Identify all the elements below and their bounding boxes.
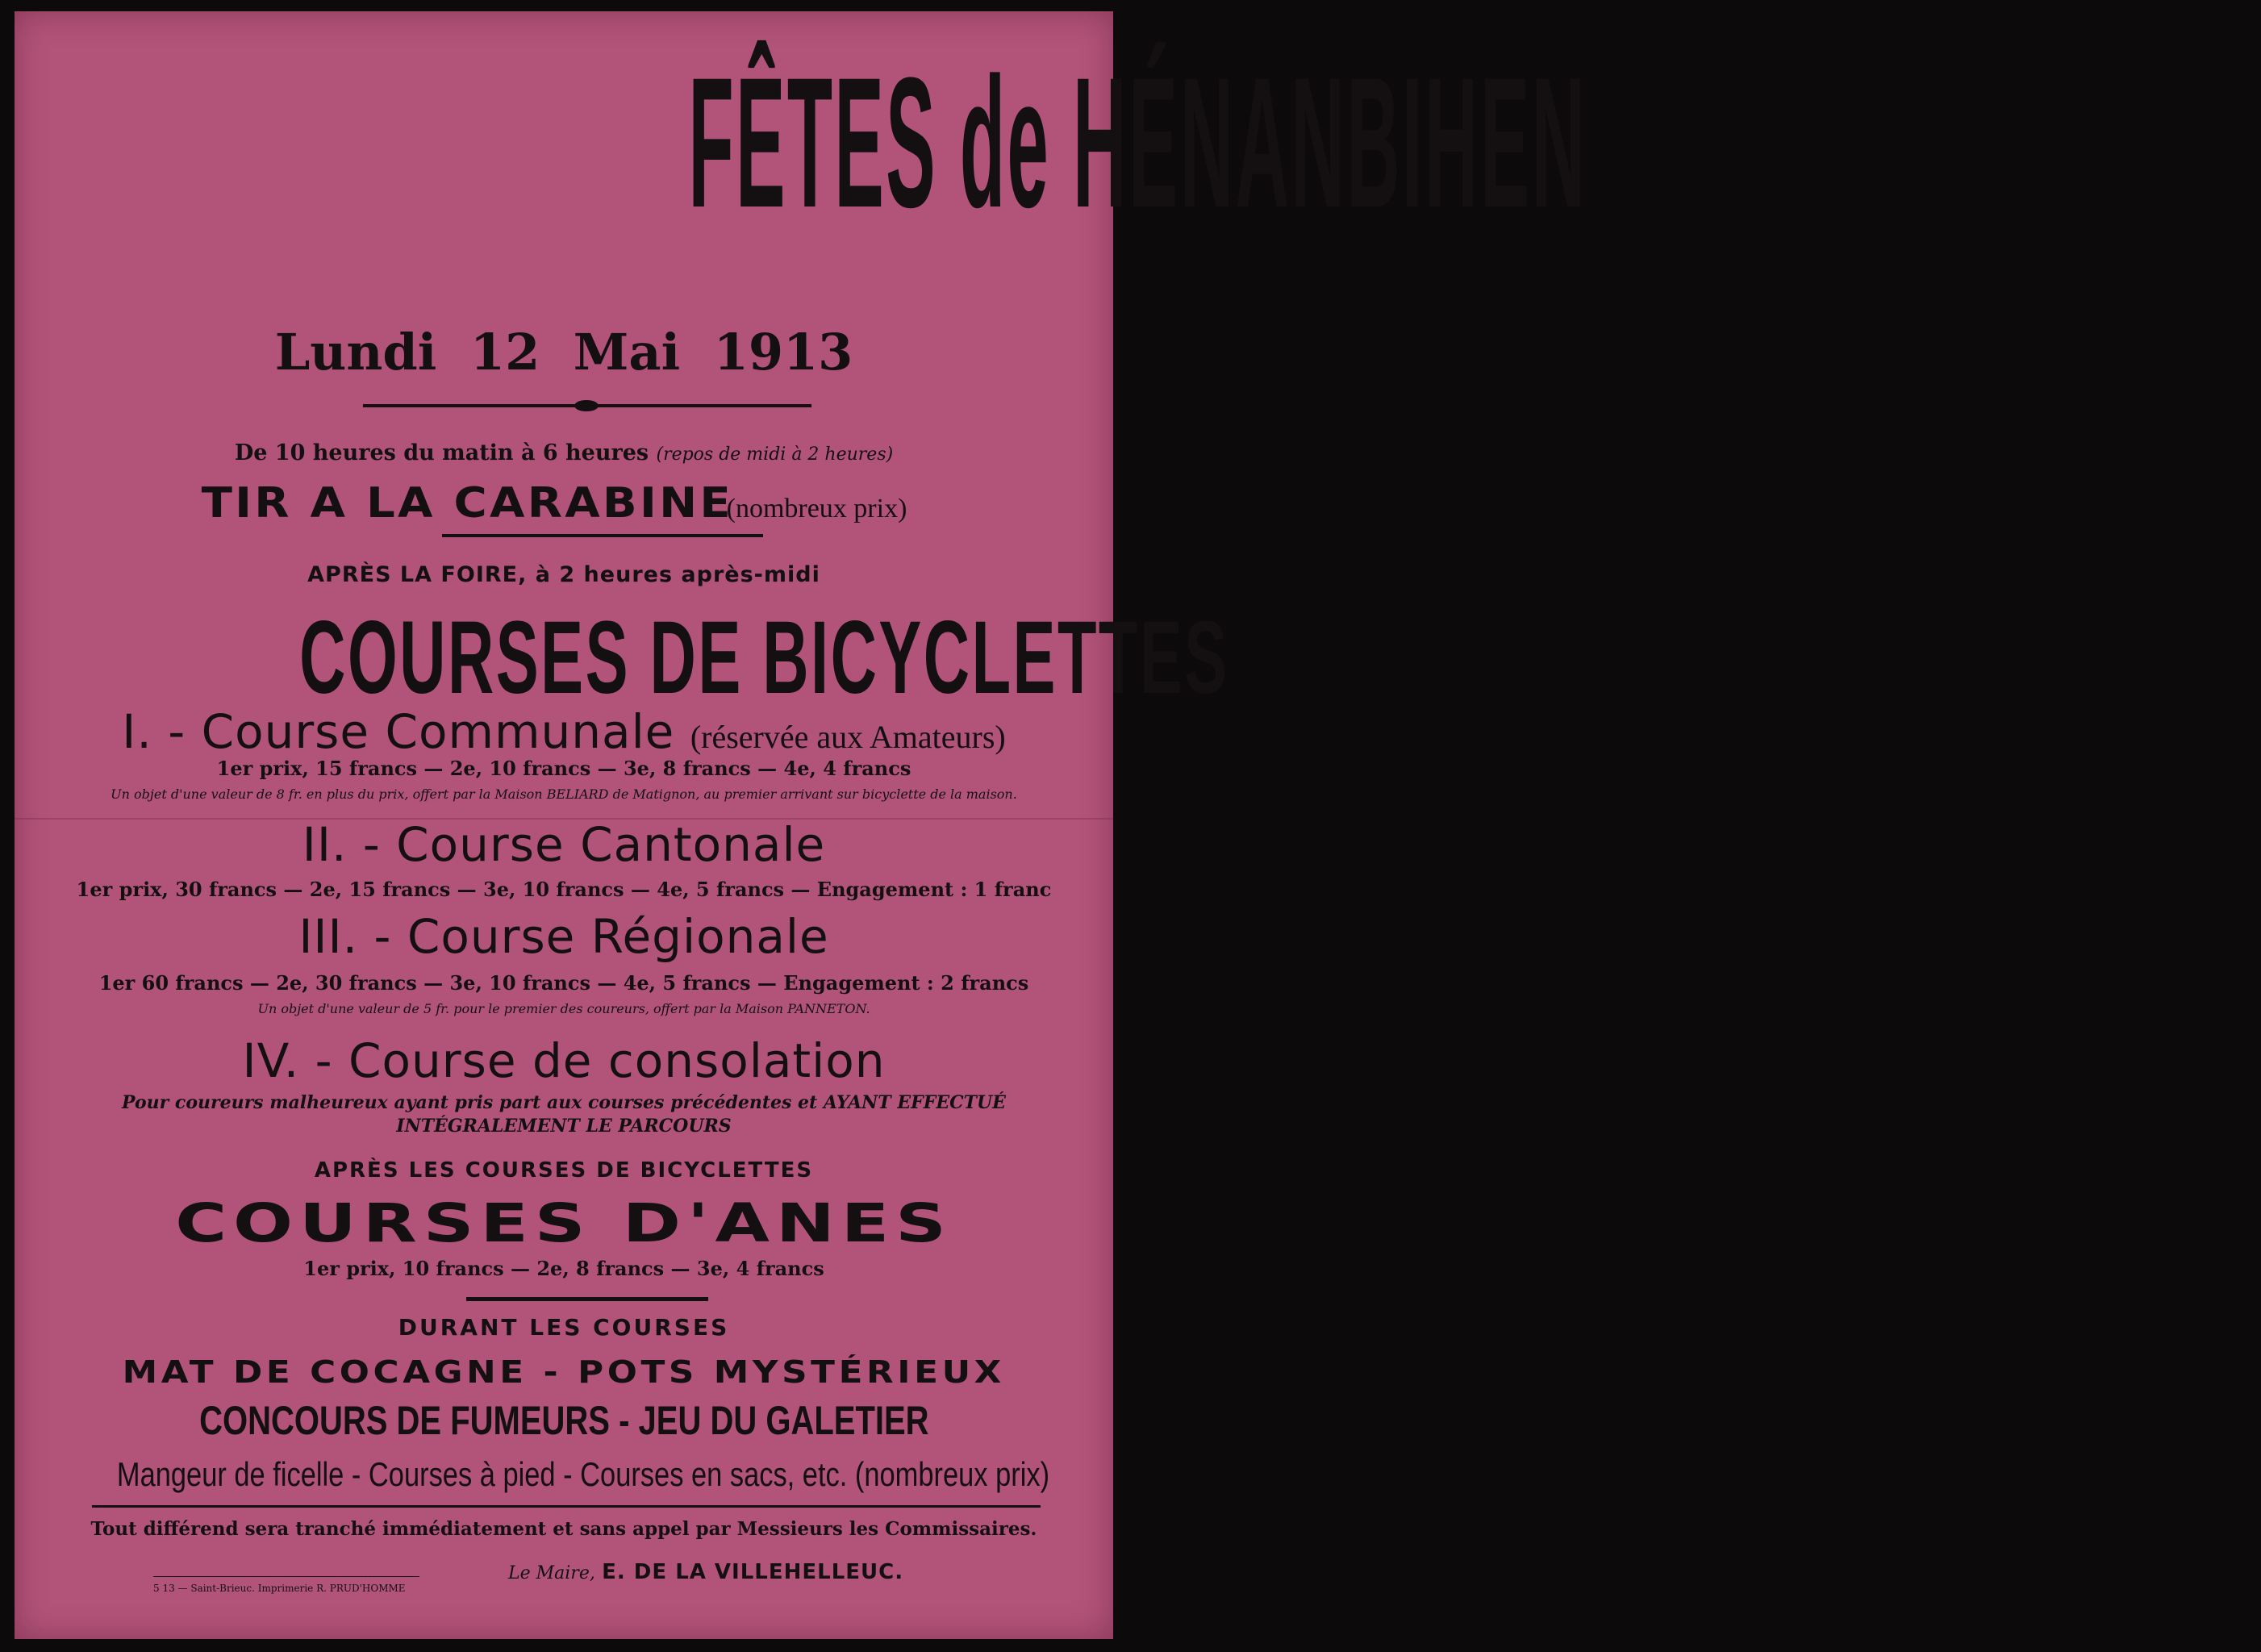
poster-title-text: FÊTES de HÉNANBIHEN (688, 39, 1587, 246)
race-4-condition-2: INTÉGRALEMENT LE PARCOURS (396, 1116, 732, 1137)
race-4-title: IV. - Course de consolation (242, 1033, 886, 1088)
race-1-title-text: I. - Course Communale (122, 704, 675, 759)
shooting-hours (15, 442, 1113, 464)
games-line-2-text: CONCOURS DE FUMEURS - JEU DU GALETIER (198, 1398, 929, 1443)
mayor-label: Le Maire, (508, 1563, 595, 1583)
printer-imprint: 5 13 — Saint-Brieuc. Imprimerie R. PRUD'HOMME (153, 1583, 406, 1594)
bike-races-title (15, 599, 1229, 717)
donkey-races-title-text: COURSES D'ANES (175, 1192, 953, 1254)
mayor-name: E. DE LA VILLEHELLEUC. (602, 1560, 904, 1584)
race-2-prizes: 1er prix, 30 francs — 2e, 15 francs — 3e, 10 francs — 4e, 5 francs — Engagement : 1 franc (76, 878, 1052, 901)
race-1-note: Un objet d'une valeur de 8 fr. en plus du prix, offert par la Maison BELIARD de Matignon, au premier arrivant sur bicyclette de la maison. (111, 786, 1017, 802)
race-3-title: III. - Course Régionale (298, 909, 829, 964)
during-races: DURANT LES COURSES (398, 1314, 730, 1341)
underline-divider-2 (466, 1297, 708, 1301)
games-line-1-text: MAT DE COCAGNE - POTS MYSTÉRIEUX (122, 1354, 1006, 1390)
bike-races-title-text: COURSES DE BICYCLETTES (299, 600, 1229, 715)
poster (15, 11, 1587, 1639)
donkey-races-title (15, 1192, 1113, 1254)
race-2-title: II. - Course Cantonale (302, 817, 826, 872)
shooting-hours-note: (repos de midi à 2 heures) (656, 444, 894, 465)
bottom-rule (92, 1505, 1041, 1508)
disputes-notice: Tout différend sera tranché immédiatement et sans appel par Messieurs les Commissaires. (90, 1518, 1037, 1540)
underline-divider (442, 534, 763, 537)
race-1-title (15, 704, 1113, 759)
after-fair: APRÈS LA FOIRE, à 2 heures après-midi (307, 562, 820, 587)
mayor-signature (508, 1560, 903, 1584)
race-3-note: Un objet d'une valeur de 5 fr. pour le premier des coureurs, offert par la Maison PANNETON. (257, 1001, 870, 1016)
shooting-event-note: (nombreux prix) (726, 494, 907, 524)
games-line-3-text: Mangeur de ficelle - Courses à pied - Courses en sacs, etc. (nombreux prix) (116, 1455, 1050, 1493)
shooting-hours-text: De 10 heures du matin à 6 heures (234, 440, 649, 465)
games-line-3 (15, 1455, 1113, 1493)
race-1-subtitle: (réservée aux Amateurs) (690, 719, 1006, 755)
race-4-condition-1: Pour coureurs malheureux ayant pris part aux courses précédentes et AYANT EFFECTUÉ (122, 1092, 1006, 1113)
games-line-1 (15, 1354, 1113, 1390)
shooting-event-title: TIR A LA CARABINE (201, 479, 733, 528)
after-bike-races: APRÈS LES COURSES DE BICYCLETTES (314, 1158, 814, 1183)
games-line-2 (15, 1400, 1113, 1441)
ornament-divider (363, 404, 811, 407)
shooting-event (15, 479, 1113, 528)
poster-title (15, 39, 1587, 246)
event-date: Lundi 12 Mai 1913 (274, 323, 853, 382)
race-1-prizes: 1er prix, 15 francs — 2e, 10 francs — 3e, 8 francs — 4e, 4 francs (216, 757, 911, 780)
race-3-prizes: 1er 60 francs — 2e, 30 francs — 3e, 10 francs — 4e, 5 francs — Engagement : 2 francs (98, 971, 1029, 995)
donkey-races-prizes: 1er prix, 10 francs — 2e, 8 francs — 3e, 4 francs (303, 1257, 824, 1280)
